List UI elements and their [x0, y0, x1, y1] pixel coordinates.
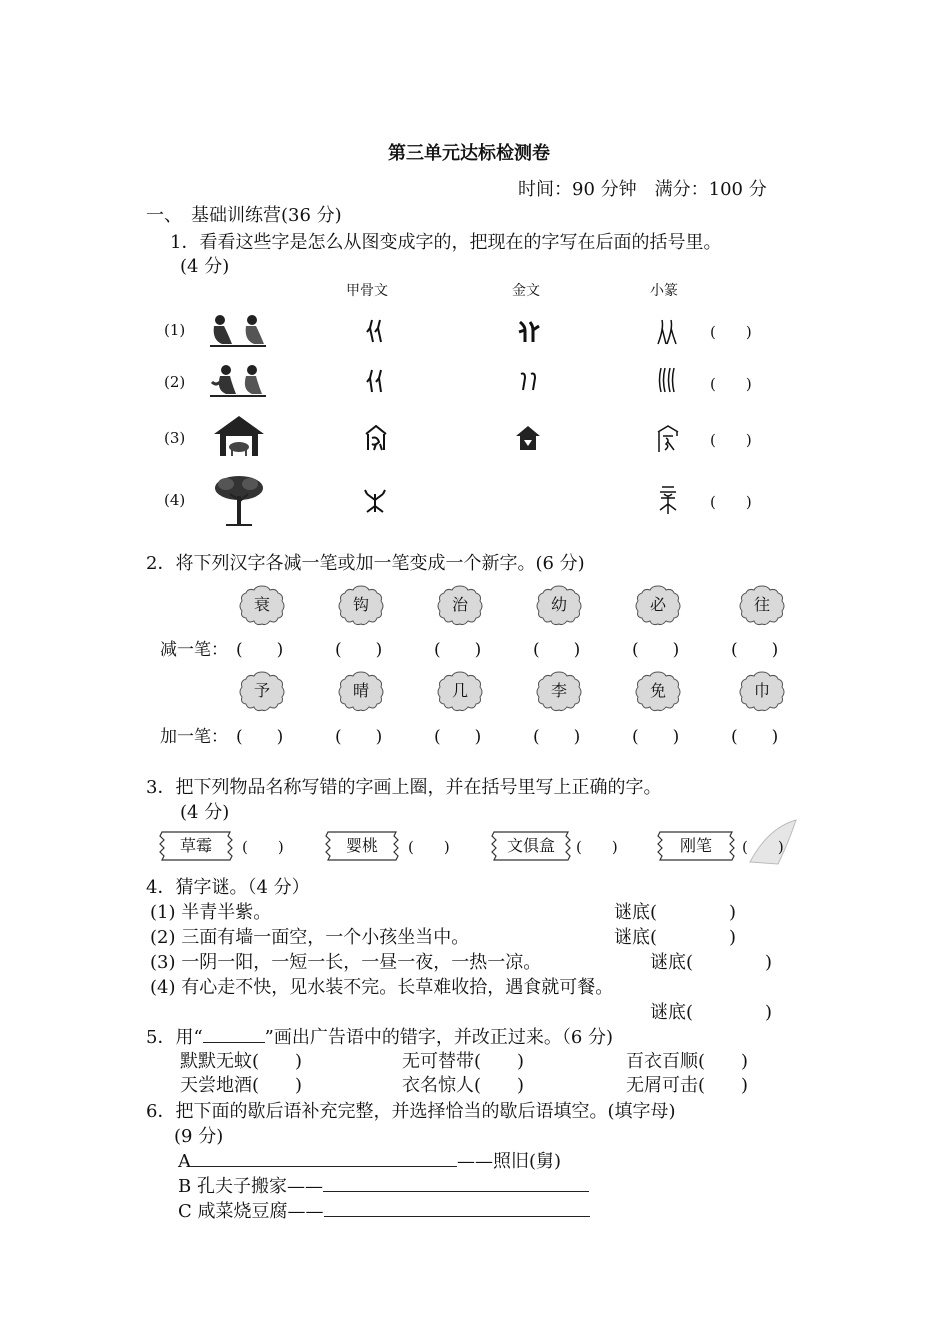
ad-slogan[interactable]: 无屑可击( ) — [626, 1075, 749, 1096]
bronze-glyph-2 — [517, 368, 541, 394]
riddle-text: (4) 有心走不快，见水装不完。长草难收拾，遇食就可餐。 — [150, 977, 614, 998]
seal-glyph-2 — [656, 366, 678, 394]
item-name: 文俱盒 — [506, 836, 555, 855]
oracle-glyph-4 — [362, 486, 388, 514]
char-flower — [436, 670, 484, 712]
seal-glyph-4 — [656, 484, 680, 516]
char-label: 免 — [649, 681, 666, 700]
item-tag — [490, 830, 572, 862]
bronze-glyph-3 — [514, 424, 542, 452]
answer-paren[interactable]: ( ) — [236, 640, 284, 660]
riddle-text: (1) 半青半紫。 — [150, 902, 272, 923]
bronze-glyph-1 — [517, 318, 541, 344]
riddle-answer[interactable]: 谜底( ) — [650, 1002, 773, 1023]
row-number: (3) — [164, 429, 186, 447]
char-label: 衰 — [253, 595, 270, 614]
picture-house-with-pig — [212, 414, 266, 458]
answer-paren[interactable]: ( ) — [408, 838, 450, 856]
answer-paren[interactable]: ( ) — [710, 375, 752, 393]
char-label: 往 — [753, 595, 770, 614]
q5-prompt — [146, 1023, 613, 1049]
item-tag — [324, 830, 400, 862]
ad-slogan[interactable]: 百衣百顺( ) — [626, 1051, 749, 1072]
oracle-glyph-3 — [363, 424, 389, 452]
picture-tree — [212, 472, 266, 528]
ad-slogan[interactable]: 无可替带( ) — [402, 1051, 525, 1072]
picture-two-people-side-by-side — [206, 360, 268, 400]
xiehouyu-c-text: C 咸菜烧豆腐—— — [178, 1201, 324, 1222]
plus-stroke-label: 加一笔： — [160, 727, 228, 747]
char-label: 治 — [451, 595, 468, 614]
answer-paren[interactable]: ( ) — [335, 640, 383, 660]
xiehouyu-c — [178, 1197, 590, 1223]
answer-paren[interactable]: ( ) — [742, 838, 784, 856]
minus-stroke-label: 减一笔： — [160, 640, 228, 660]
char-flower — [436, 584, 484, 626]
section-heading: 一、 基础训练营(36 分) — [146, 205, 342, 226]
answer-paren[interactable]: ( ) — [731, 640, 779, 660]
q6-prompt: 6．把下面的歇后语补充完整，并选择恰当的歇后语填空。(填字母) — [146, 1101, 676, 1122]
answer-line[interactable] — [324, 1198, 590, 1217]
char-label: 幼 — [550, 595, 567, 614]
seal-glyph-3 — [656, 424, 680, 454]
q5-prompt-end: ”画出广告语中的错字，并改正过来。（6 分) — [264, 1027, 614, 1048]
answer-paren[interactable]: ( ) — [242, 838, 284, 856]
answer-paren[interactable]: ( ) — [710, 493, 752, 511]
seal-glyph-1 — [656, 318, 678, 346]
row-number: (2) — [164, 373, 186, 391]
q2-prompt: 2．将下列汉字各减一笔或加一笔变成一个新字。(6 分) — [146, 553, 585, 574]
option-letter: A — [178, 1151, 191, 1172]
riddle-answer[interactable]: 谜底( ) — [650, 952, 773, 973]
answer-paren[interactable]: ( ) — [710, 323, 752, 341]
exam-time-score: 时间：90 分钟 满分：100 分 — [518, 179, 767, 200]
ad-slogan[interactable]: 衣名惊人( ) — [402, 1075, 525, 1096]
q4-prompt: 4．猜字谜。（4 分） — [146, 877, 310, 898]
answer-paren[interactable]: ( ) — [434, 727, 482, 747]
answer-paren[interactable]: ( ) — [434, 640, 482, 660]
item-name: 草霉 — [179, 836, 212, 855]
answer-paren[interactable]: ( ) — [632, 640, 680, 660]
answer-paren[interactable]: ( ) — [632, 727, 680, 747]
q6-score: (9 分) — [174, 1126, 224, 1147]
item-tag — [158, 830, 234, 862]
answer-paren[interactable]: ( ) — [335, 727, 383, 747]
char-flower — [535, 670, 583, 712]
q1-prompt: 1．看看这些字是怎么从图变成字的，把现在的字写在后面的括号里。 — [170, 232, 722, 253]
char-label: 必 — [649, 595, 666, 614]
column-header-seal: 小篆 — [650, 283, 678, 299]
char-label: 晴 — [352, 681, 369, 700]
answer-line[interactable] — [191, 1148, 457, 1167]
item-name: 婴桃 — [345, 836, 378, 855]
char-flower — [238, 670, 286, 712]
picture-two-people-following — [206, 310, 268, 350]
xiehouyu-a — [178, 1147, 561, 1173]
xiehouyu-b — [178, 1172, 589, 1198]
char-flower — [738, 584, 786, 626]
riddle-answer[interactable]: 谜底( ) — [614, 927, 737, 948]
char-label: 李 — [550, 681, 567, 700]
q3-prompt: 3．把下列物品名称写错的字画上圈，并在括号里写上正确的字。 — [146, 777, 662, 798]
item-name: 刚笔 — [679, 836, 712, 855]
answer-paren[interactable]: ( ) — [576, 838, 618, 856]
column-header-bronze: 金文 — [512, 283, 540, 299]
ad-slogan[interactable]: 默默无蚊( ) — [180, 1051, 303, 1072]
answer-paren[interactable]: ( ) — [731, 727, 779, 747]
char-label: 巾 — [753, 681, 770, 700]
char-flower — [337, 584, 385, 626]
q3-score: (4 分) — [180, 802, 230, 823]
char-flower — [535, 584, 583, 626]
answer-line[interactable] — [323, 1173, 589, 1192]
oracle-glyph-2 — [366, 368, 386, 394]
char-flower — [337, 670, 385, 712]
ad-slogan[interactable]: 天尝地酒( ) — [180, 1075, 303, 1096]
riddle-text: (3) 一阴一阳，一短一长，一昼一夜，一热一凉。 — [150, 952, 542, 973]
char-flower — [634, 670, 682, 712]
xiehouyu-b-text: B 孔夫子搬家—— — [178, 1176, 323, 1197]
char-flower — [634, 584, 682, 626]
xiehouyu-a-ending: ——照旧(舅) — [457, 1151, 562, 1172]
answer-paren[interactable]: ( ) — [236, 727, 284, 747]
q1-score: (4 分) — [180, 256, 230, 277]
riddle-text: (2) 三面有墙一面空，一个小孩坐当中。 — [150, 927, 470, 948]
oracle-glyph-1 — [366, 318, 386, 344]
row-number: (4) — [164, 491, 186, 509]
answer-paren[interactable]: ( ) — [533, 727, 581, 747]
item-tag — [656, 830, 736, 862]
q5-prompt-start: 5．用“ — [146, 1027, 203, 1048]
riddle-answer[interactable]: 谜底( ) — [614, 902, 737, 923]
underline-sample — [203, 1042, 265, 1043]
column-header-oracle: 甲骨文 — [346, 283, 388, 299]
char-label: 几 — [451, 681, 468, 700]
answer-paren[interactable]: ( ) — [710, 431, 752, 449]
page-title: 第三单元达标检测卷 — [388, 143, 550, 164]
answer-paren[interactable]: ( ) — [533, 640, 581, 660]
char-flower — [238, 584, 286, 626]
char-label: 予 — [253, 681, 270, 700]
row-number: (1) — [164, 321, 186, 339]
char-flower — [738, 670, 786, 712]
char-label: 钩 — [352, 595, 369, 614]
